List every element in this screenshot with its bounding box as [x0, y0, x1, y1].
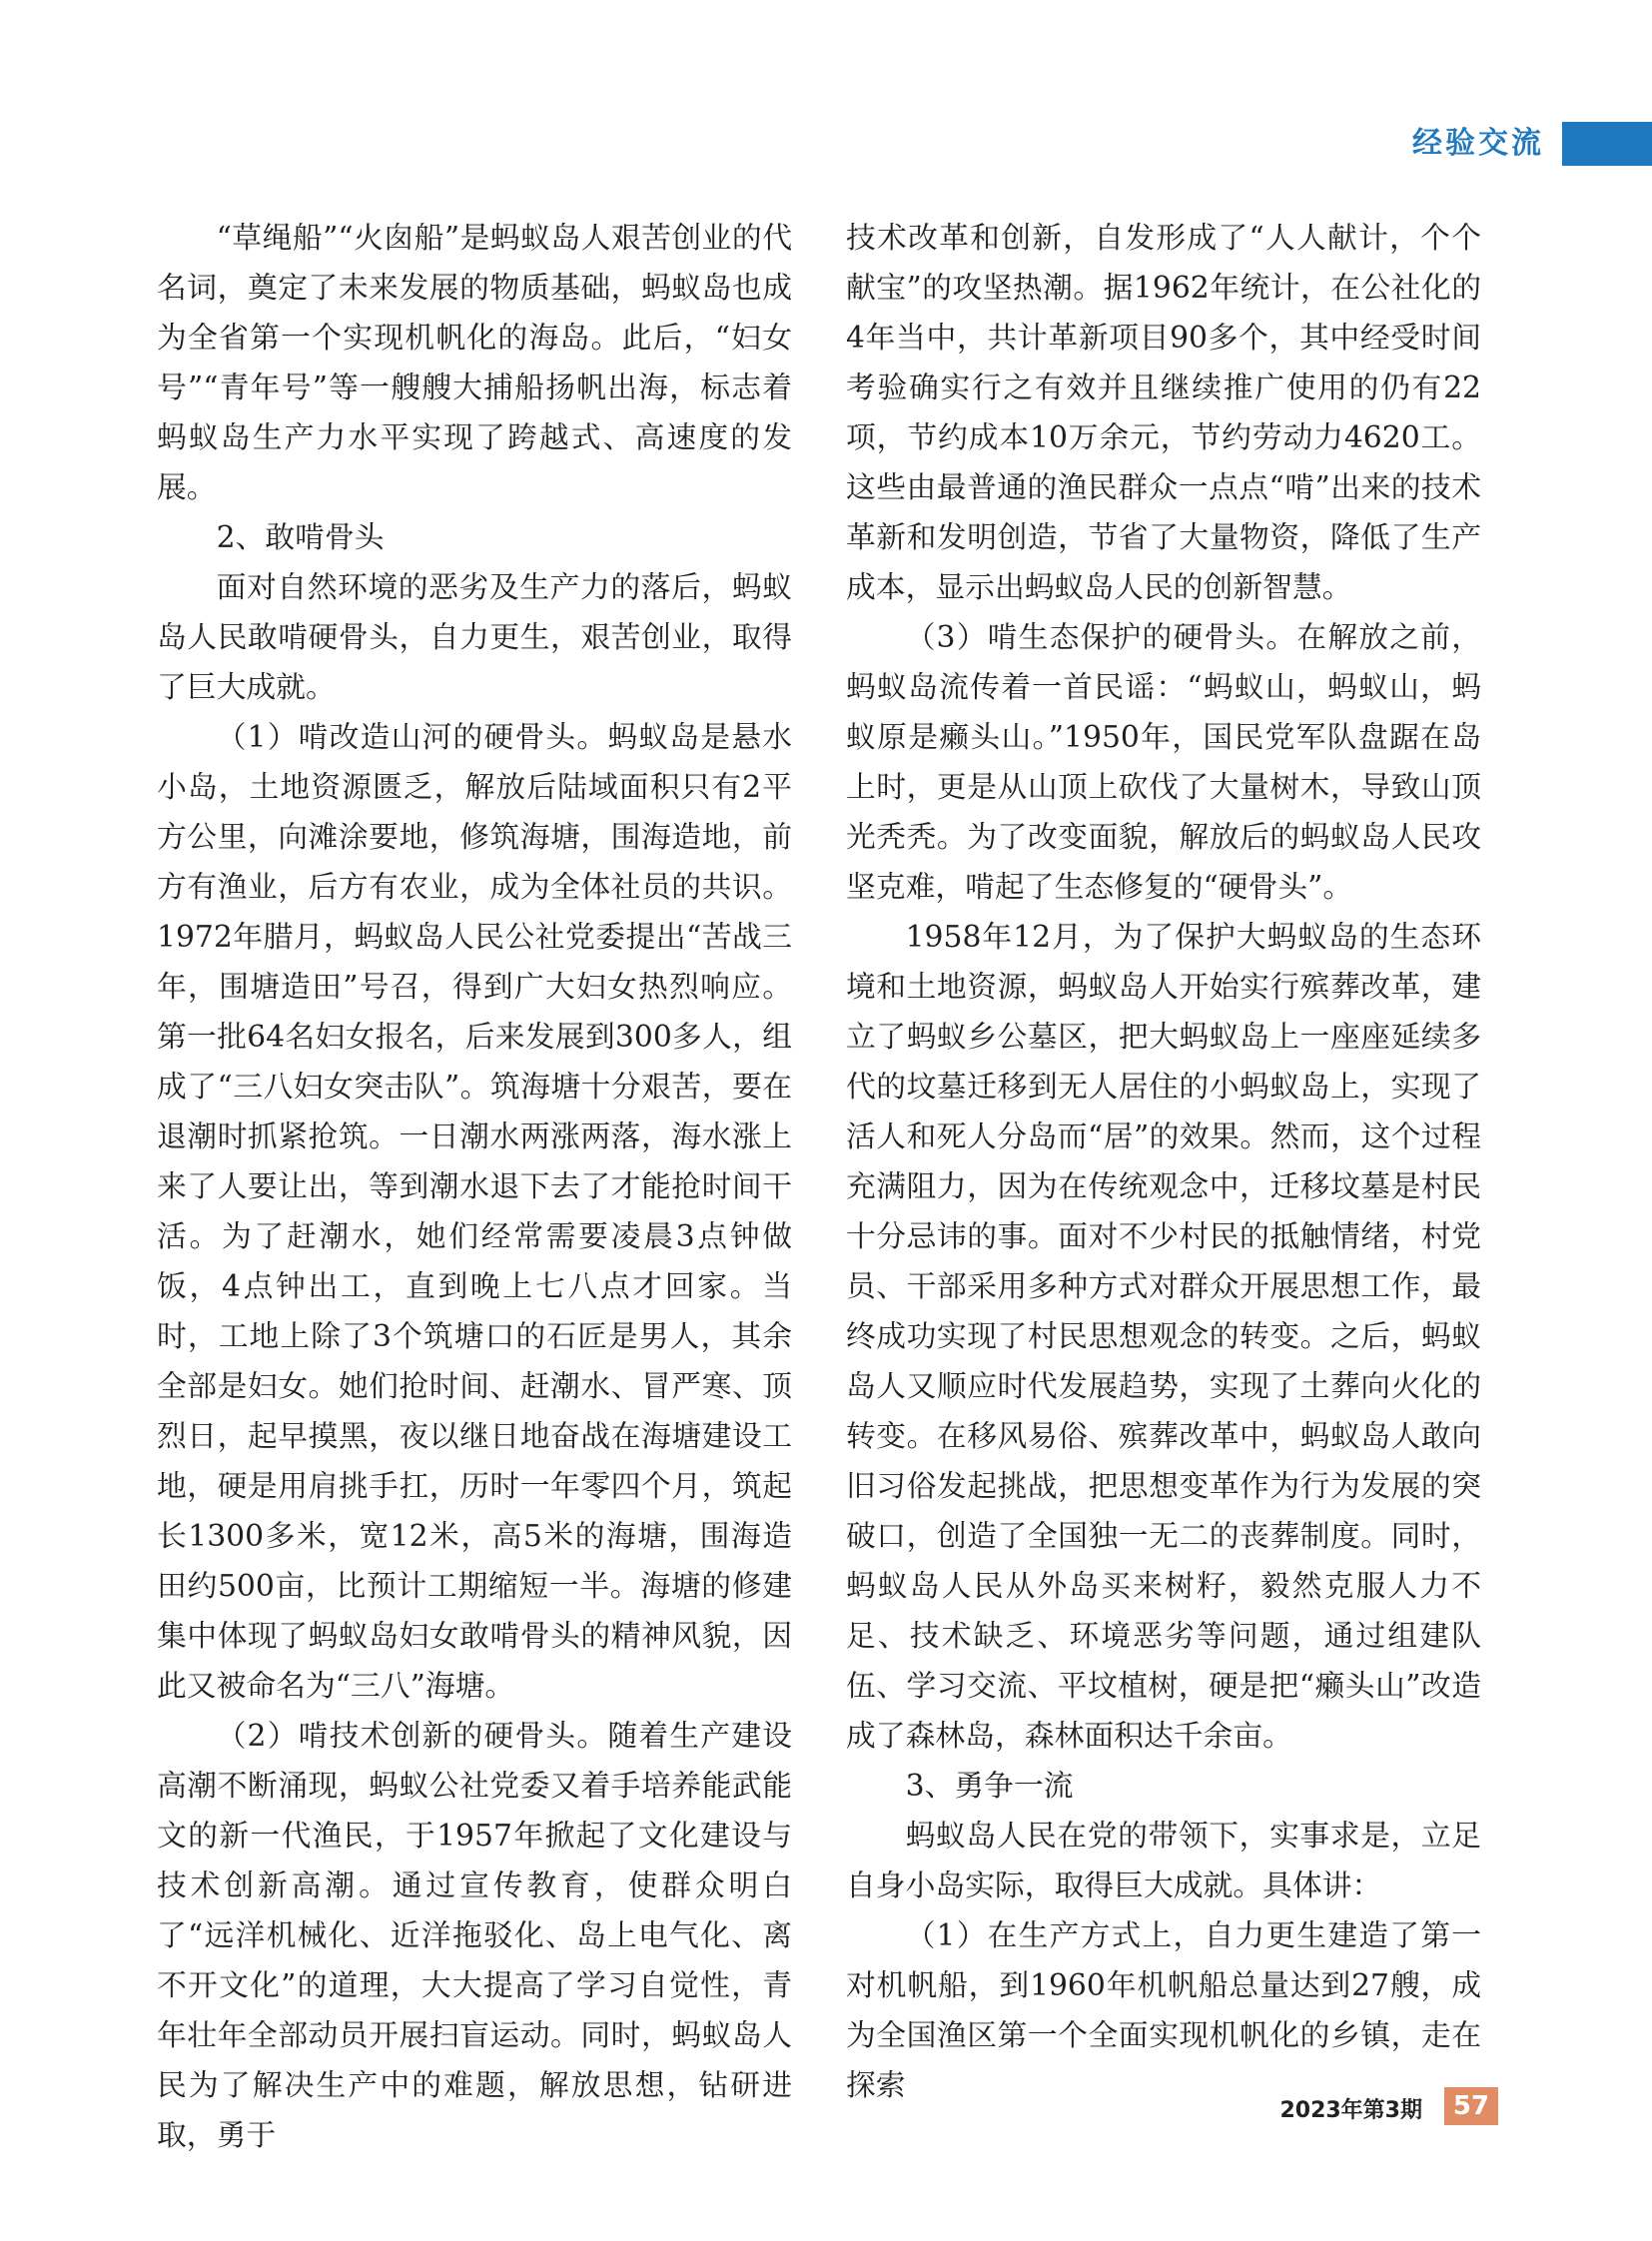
paragraph: 蚂蚁岛人民在党的带领下，实事求是，立足自身小岛实际，取得巨大成就。具体讲： — [846, 1819, 1481, 1903]
left-column — [157, 214, 792, 2161]
paragraph: 面对自然环境的恶劣及生产力的落后，蚂蚁岛人民敢啃硬骨头，自力更生，艰苦创业，取得了巨大成就。 — [157, 570, 792, 705]
paragraph: “草绳船”“火囱船”是蚂蚁岛人艰苦创业的代名词，奠定了未来发展的物质基础，蚂蚁岛也成为全省第一个实现机帆化的海岛。此后，“妇女号”“青年号”等一艘艘大捕船扬帆出海，标志着蚂蚁岛生产力水平实现了跨越式、高速度的发展。 — [157, 221, 792, 505]
right-column — [846, 214, 1481, 2111]
section-title: 经验交流 — [1412, 126, 1544, 161]
issue-label: 2023年第3期 — [1279, 2098, 1422, 2123]
subheading: 2、敢啃骨头 — [216, 520, 385, 555]
paragraph: （2）啃技术创新的硬骨头。随着生产建设高潮不断涌现，蚂蚁公社党委又着手培养能武能文的新一代渔民，于1957年掀起了文化建设与技术创新高潮。通过宣传教育，使群众明白了“远洋机械化、近洋拖驳化、岛上电气化、离不开文化”的道理，大大提高了学习自觉性，青年壮年全部动员开展扫盲运动。同时，蚂蚁岛人民为了解决生产中的难题，解放思想，钻研进取，勇于 — [157, 1719, 792, 2153]
page-footer — [1248, 2087, 1498, 2127]
paragraph: （1）在生产方式上，自力更生建造了第一对机帆船，到1960年机帆船总量达到27艘，成为全国渔区第一个全面实现机帆化的乡镇，走在探索 — [846, 1918, 1481, 2103]
section-header — [1378, 112, 1652, 164]
section-color-bar — [1562, 122, 1652, 166]
paragraph: （1）啃改造山河的硬骨头。蚂蚁岛是悬水小岛，土地资源匮乏，解放后陆域面积只有2平方公里，向滩涂要地，修筑海塘，围海造地，前方有渔业，后方有农业，成为全体社员的共识。1972年腊月，蚂蚁岛人民公社党委提出“苦战三年，围塘造田”号召，得到广大妇女热烈响应。第一批64名妇女报名，后来发展到300多人，组成了“三八妇女突击队”。筑海塘十分艰苦，要在退潮时抓紧抢筑。一日潮水两涨两落，海水涨上来了人要让出，等到潮水退下去了才能抢时间干活。为了赶潮水，她们经常需要凌晨3点钟做饭，4点钟出工，直到晚上七八点才回家。当时，工地上除了3个筑塘口的石匠是男人，其余全部是妇女。她们抢时间、赶潮水、冒严寒、顶烈日，起早摸黑，夜以继日地奋战在海塘建设工地，硬是用肩挑手扛，历时一年零四个月，筑起长1300多米，宽12米，高5米的海塘，围海造田约500亩，比预计工期缩短一半。海塘的修建集中体现了蚂蚁岛妇女敢啃骨头的精神风貌，因此又被命名为“三八”海塘。 — [157, 720, 792, 1704]
paragraph: （3）啃生态保护的硬骨头。在解放之前，蚂蚁岛流传着一首民谣：“蚂蚁山，蚂蚁山，蚂蚁原是癞头山。”1950年，国民党军队盘踞在岛上时，更是从山顶上砍伐了大量树木，导致山顶光秃秃。为了改变面貌，解放后的蚂蚁岛人民攻坚克难，啃起了生态修复的“硬骨头”。 — [846, 620, 1481, 905]
subheading: 3、勇争一流 — [905, 1769, 1074, 1804]
page-number: 57 — [1444, 2087, 1498, 2125]
paragraph: 1958年12月，为了保护大蚂蚁岛的生态环境和土地资源，蚂蚁岛人开始实行殡葬改革，建立了蚂蚁乡公墓区，把大蚂蚁岛上一座座延续多代的坟墓迁移到无人居住的小蚂蚁岛上，实现了活人和死人分岛而“居”的效果。然而，这个过程充满阻力，因为在传统观念中，迁移坟墓是村民十分忌讳的事。面对不少村民的抵触情绪，村党员、干部采用多种方式对群众开展思想工作，最终成功实现了村民思想观念的转变。之后，蚂蚁岛人又顺应时代发展趋势，实现了土葬向火化的转变。在移风易俗、殡葬改革中，蚂蚁岛人敢向旧习俗发起挑战，把思想变革作为行为发展的突破口，创造了全国独一无二的丧葬制度。同时，蚂蚁岛人民从外岛买来树籽，毅然克服人力不足、技术缺乏、环境恶劣等问题，通过组建队伍、学习交流、平坟植树，硬是把“癞头山”改造成了森林岛，森林面积达千余亩。 — [846, 920, 1481, 1754]
paragraph-continued: 技术改革和创新，自发形成了“人人献计，个个献宝”的攻坚热潮。据1962年统计，在公社化的4年当中，共计革新项目90多个，其中经受时间考验确实行之有效并且继续推广使用的仍有22项，节约成本10万余元，节约劳动力4620工。这些由最普通的渔民群众一点点“啃”出来的技术革新和发明创造，节省了大量物资，降低了生产成本，显示出蚂蚁岛人民的创新智慧。 — [846, 221, 1481, 605]
